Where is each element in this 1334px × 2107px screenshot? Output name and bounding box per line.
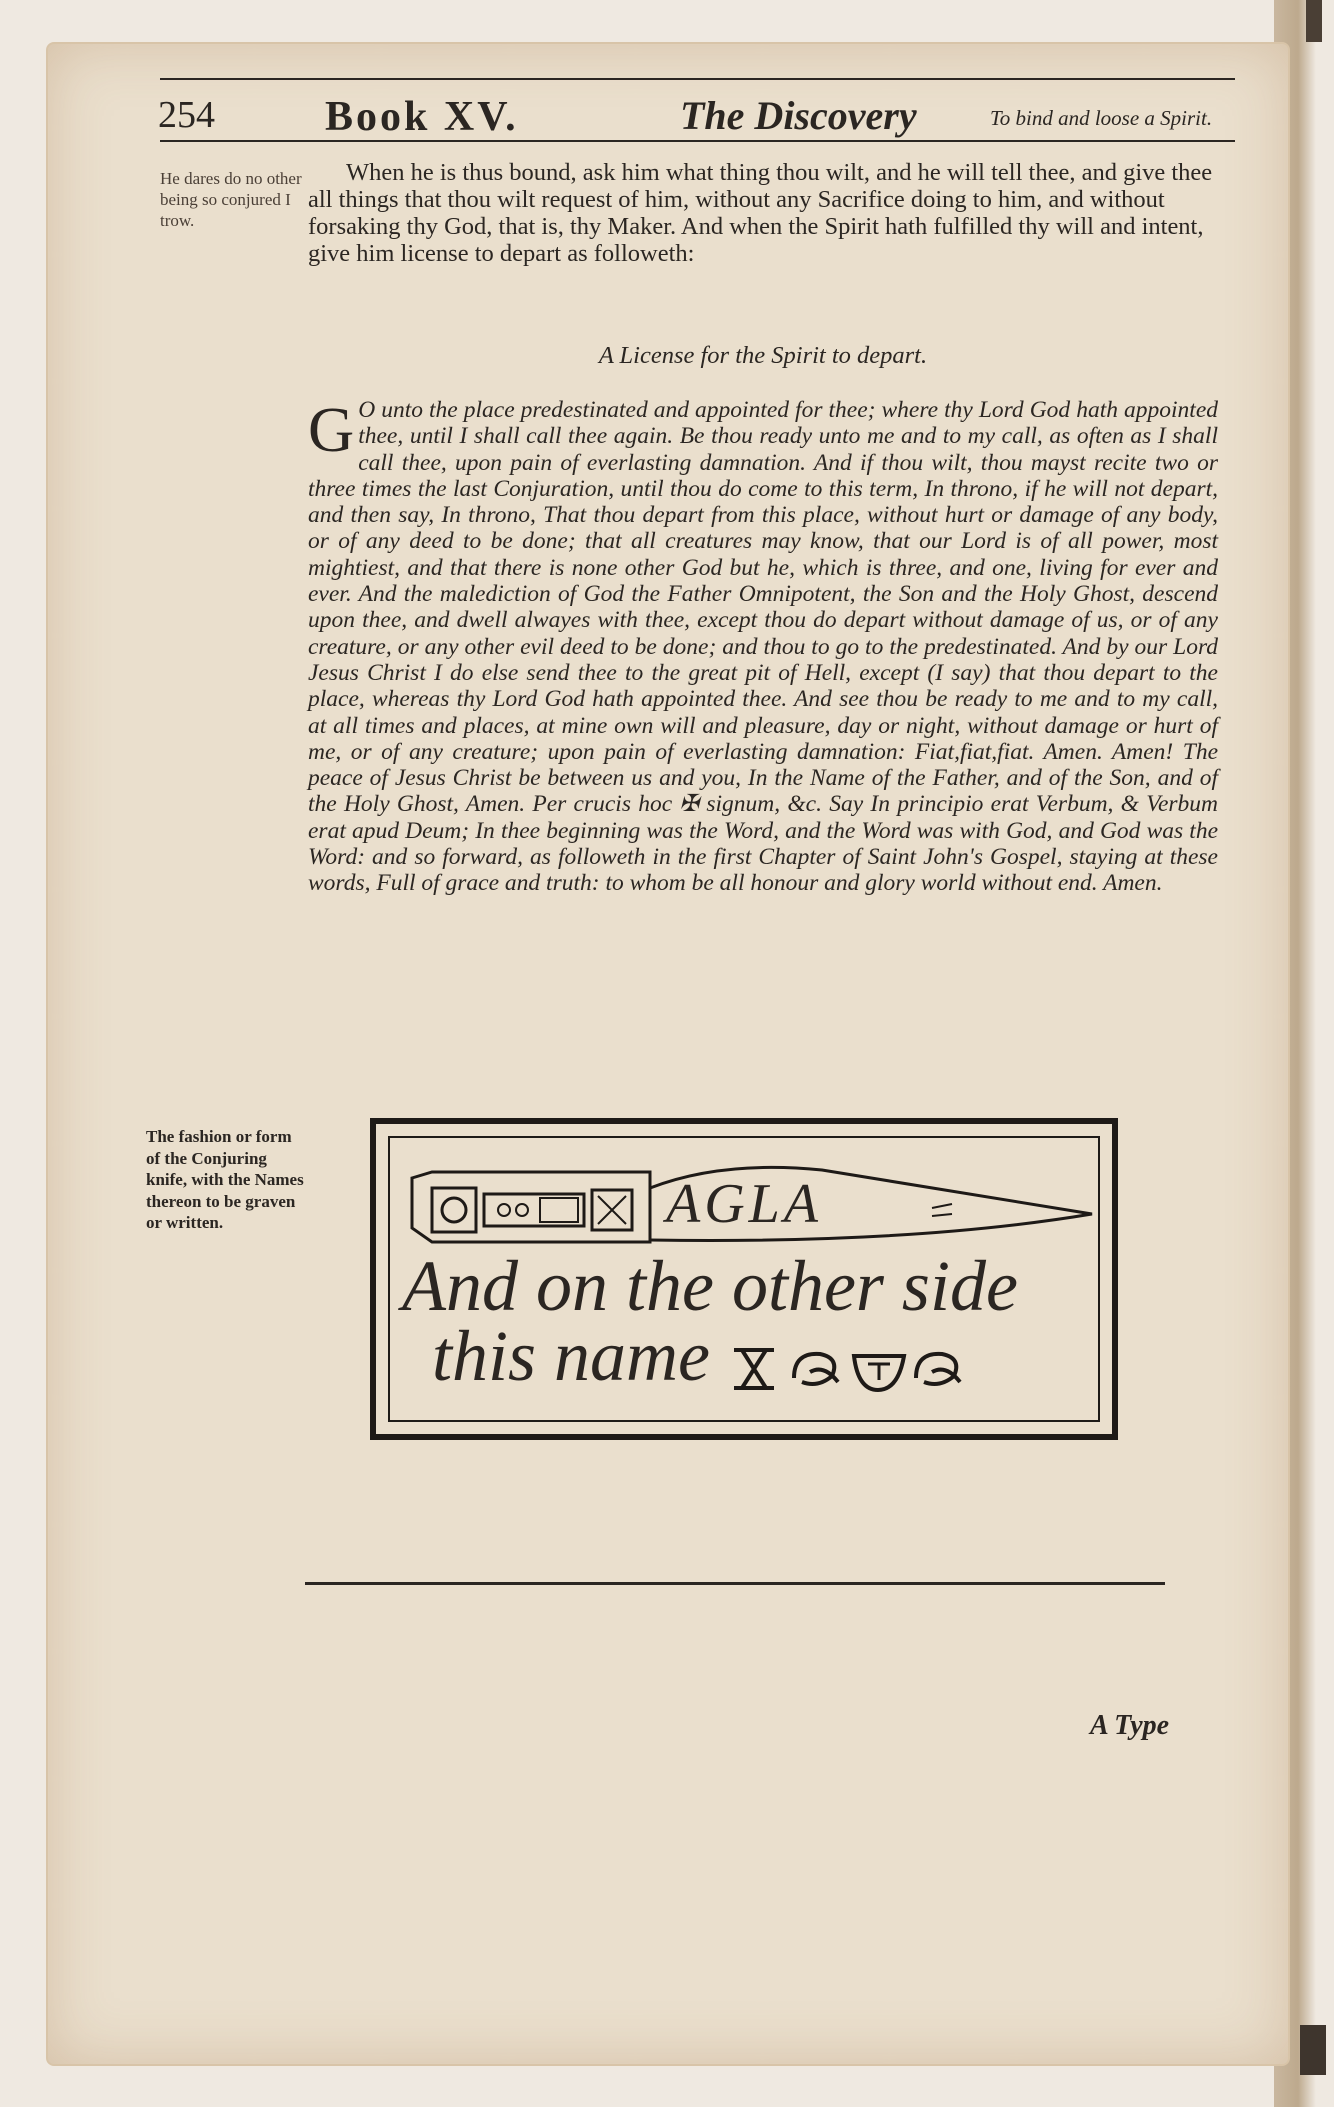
edge-mark: [1300, 2025, 1326, 2075]
figure-caption-line1: And on the other side: [402, 1246, 1018, 1326]
header-rule-bottom: [160, 140, 1235, 142]
margin-note-figure: The fashion or form of the Conjuring knife, with the Names thereon to be graven or written.: [146, 1127, 304, 1232]
knife-figure: [370, 1118, 1118, 1440]
paragraph: When he is thus bound, ask him what thing thou wilt, and he will tell thee, and give thee all things that thou wilt request of him, without any Sacrifice doing to him, and without forsaking thy God, that is, thy Maker. And when the Spirit hath fulfilled thy will and intent, give him license to depart as followeth:: [308, 159, 1213, 267]
page-title: The Discovery: [680, 93, 917, 138]
license-text: [308, 394, 1218, 897]
margin-note: He dares do no other being so conjured I trow.: [160, 169, 302, 230]
running-head: To bind and loose a Spirit.: [990, 106, 1213, 130]
book-label: Book XV.: [325, 94, 519, 140]
sigil-icon: [728, 1332, 968, 1402]
drop-cap: G: [308, 394, 355, 465]
header-rule-top: [160, 78, 1235, 80]
section-title: A License for the Spirit to depart.: [598, 342, 928, 369]
page-number: 254: [158, 94, 215, 136]
section-rule: [305, 1582, 1165, 1585]
figure-caption-line2: this name: [432, 1316, 710, 1396]
edge-mark: [1306, 0, 1322, 42]
blade-inscription: AGLA: [666, 1173, 822, 1235]
license-body: O unto the place predestinated and appointed for thee; where thy Lord God hath appointed thee, until I shall call thee again. Be thou ready unto me and to my call, as often as I shall call thee, upon pain of everlasting damnation. And if thou wilt, thou mayst recite two or three times the last Conjuration, until thou do come to this term, In throno, if he will not depart, and then say, In throno, That thou depart from this place, without hurt or damage of any body, or of any deed to be done; that all creatures may know, that our Lord is of all power, most mightiest, and that there is none other God but he, which is three, and one, living for ever and ever. And the malediction of God the Father Omnipotent, the Son and the Holy Ghost, descend upon thee, and dwell alwayes with thee, except thou do depart without damage of us, or of any creature, or any other evil deed to be done; and thou to go to the predestinated. And by our Lord Jesus Christ I do else send thee to the great pit of Hell, except (I say) that thou depart to the place, whereas thy Lord God hath appointed thee. And see thou be ready to me and to my call, at all times and places, at mine own will and pleasure, day or night, without damage or hurt of me, or of any creature; upon pain of everlasting damnation: Fiat,fiat,fiat. Amen. Amen! The peace of Jesus Christ be between us and you, In the Name of the Father, and of the Son, and of the Holy Ghost, Amen. Per crucis hoc ✠ signum, &c. Say In principio erat Verbum, & Verbum erat apud Deum; In thee beginning was the Word, and the Word was with God, and God was the Word: and so forward, as followeth in the first Chapter of Saint John's Gospel, staying at these words, Full of grace and truth: to whom be all honour and glory world without end. Amen.: [308, 397, 1218, 897]
catchword: A Type: [1090, 1710, 1170, 1741]
